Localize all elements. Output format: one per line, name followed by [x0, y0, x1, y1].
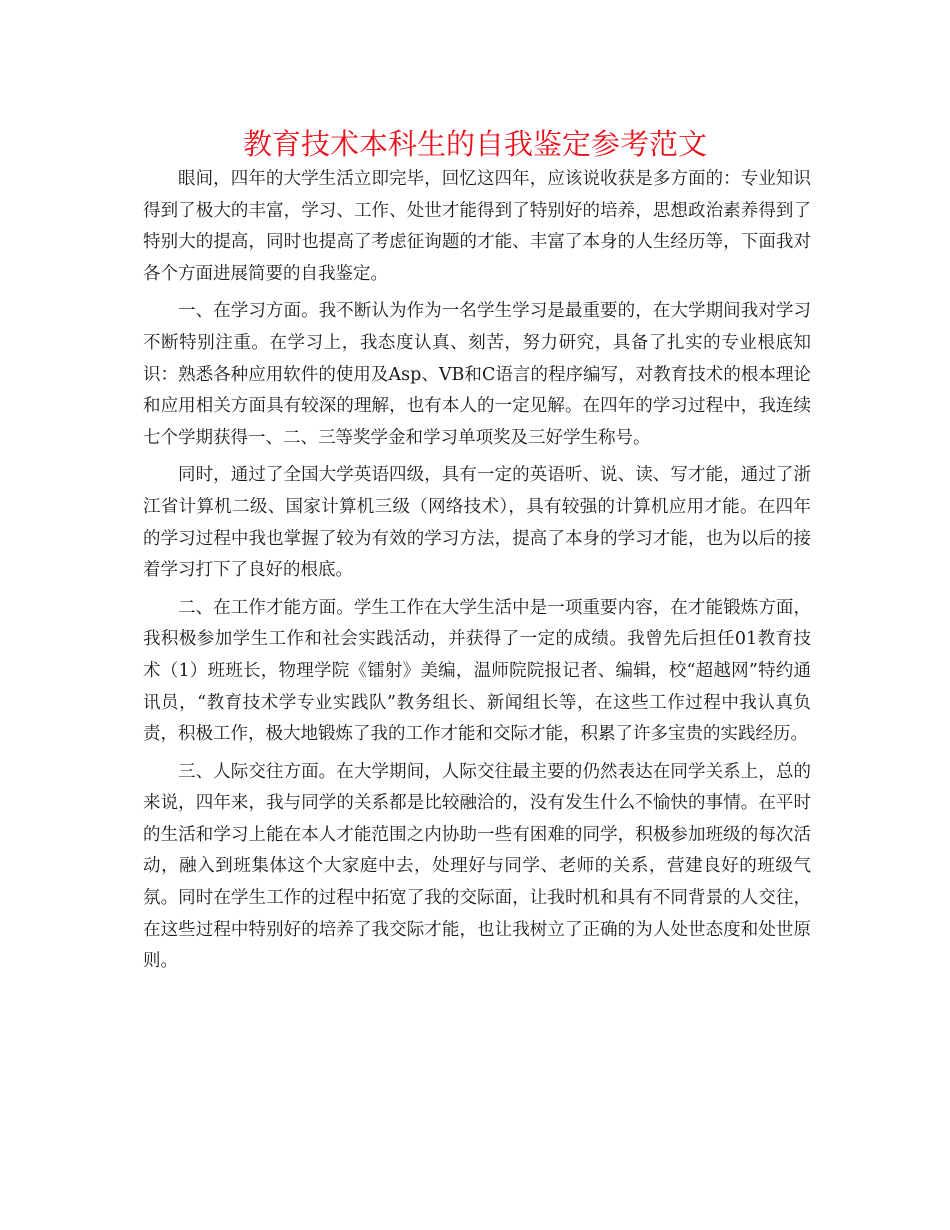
document-title: 教育技术本科生的自我鉴定参考范文	[242, 127, 707, 161]
paragraph-relations: 三、人际交往方面。在大学期间，人际交往最主要的仍然表达在同学关系上，总的来说，四年来，我与同学的关系都是比较融洽的，没有发生什么不愉快的事情。在平时的生活和学习上能在本人才能范围之内协助一些有困难的同学，积极参加班级的每次活动，融入到班集体这个大家庭中去，处理好与同学、老师的关系，营建良好的班级气氛。同时在学生工作的过程中拓宽了我的交际面，让我时机和具有不同背景的人交往，在这些过程中特别好的培养了我交际才能，也让我树立了正确的为人处世态度和处世原则。	[143, 761, 811, 972]
document-body	[143, 164, 811, 984]
paragraph-skills: 同时，通过了全国大学英语四级，具有一定的英语听、说、读、写才能，通过了浙江省计算机二级、国家计算机三级（网络技术），具有较强的计算机应用才能。在四年的学习过程中我也掌握了较为有效的学习方法，提高了本身的学习才能，也为以后的接着学习打下了良好的根底。	[143, 465, 811, 581]
paragraph-work: 二、在工作才能方面。学生工作在大学生活中是一项重要内容，在才能锻炼方面，我积极参加学生工作和社会实践活动，并获得了一定的成绩。我曾先后担任01教育技术（1）班班长，物理学院《镭射》美编，温师院院报记者、编辑，校“超越网”特约通讯员，“教育技术学专业实践队”教务组长、新闻组长等，在这些工作过程中我认真负责，积极工作，极大地锻炼了我的工作才能和交际才能，积累了许多宝贵的实践经历。	[143, 597, 811, 745]
paragraph-study: 一、在学习方面。我不断认为作为一名学生学习是最重要的，在大学期间我对学习不断特别注重。在学习上，我态度认真、刻苦，努力研究，具备了扎实的专业根底知识：熟悉各种应用软件的使用及Asp、VB和C语言的程序编写，对教育技术的根本理论和应用相关方面具有较深的理解，也有本人的一定见解。在四年的学习过程中，我连续七个学期获得一、二、三等奖学金和学习单项奖及三好学生称号。	[143, 301, 811, 448]
paragraph-intro: 眼间，四年的大学生活立即完毕，回忆这四年，应该说收获是多方面的：专业知识得到了极大的丰富，学习、工作、处世才能得到了特别好的培养，思想政治素养得到了特别大的提高，同时也提高了考虑征询题的才能、丰富了本身的人生经历等，下面我对各个方面进展简要的自我鉴定。	[143, 169, 811, 284]
